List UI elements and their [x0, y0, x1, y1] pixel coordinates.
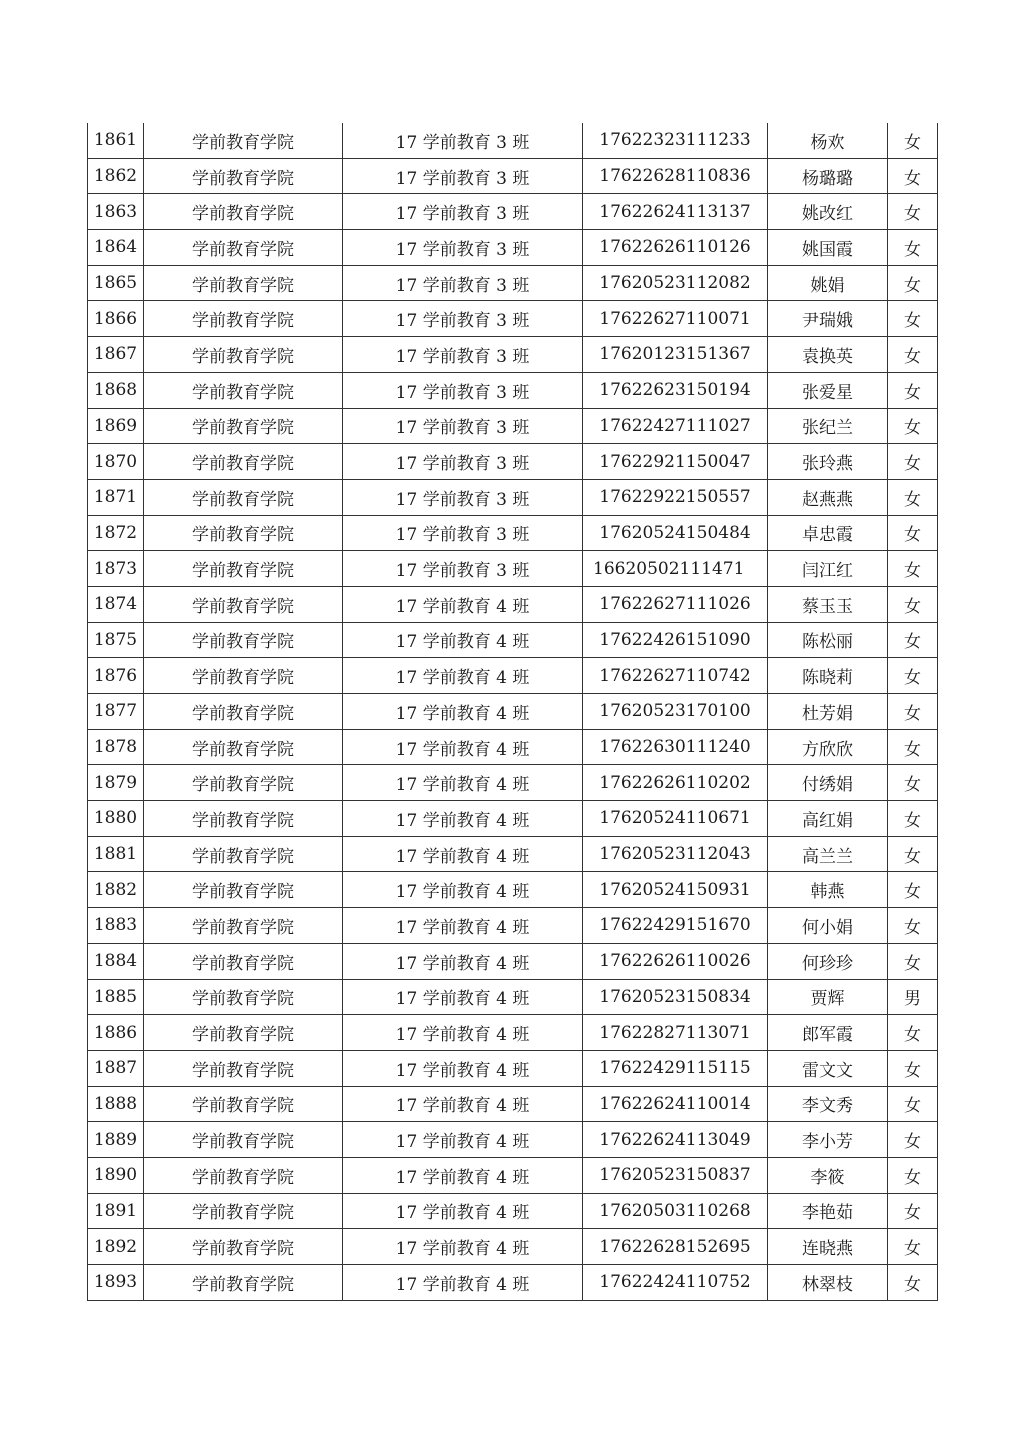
class-cell: 17 学前教育 4 班 [343, 1265, 583, 1301]
table-row [88, 1015, 938, 1051]
student-name-cell: 韩燕 [768, 872, 888, 908]
student-id-cell: 17622627110742 [583, 658, 768, 694]
row-number-cell: 1886 [88, 1015, 144, 1051]
student-name-cell: 高红娟 [768, 801, 888, 837]
row-number-cell: 1865 [88, 265, 144, 301]
row-number-cell: 1862 [88, 158, 144, 194]
student-id-cell: 17622922150557 [583, 479, 768, 515]
student-id-cell: 17622628110836 [583, 158, 768, 194]
table-row [88, 265, 938, 301]
row-number-cell: 1884 [88, 943, 144, 979]
table-row [88, 230, 938, 266]
gender-cell: 女 [888, 194, 938, 230]
row-number-cell: 1866 [88, 301, 144, 337]
college-cell: 学前教育学院 [144, 872, 343, 908]
student-id-cell: 17622424110752 [583, 1265, 768, 1301]
college-cell: 学前教育学院 [144, 158, 343, 194]
student-id-cell: 17622623150194 [583, 372, 768, 408]
class-cell: 17 学前教育 4 班 [343, 1050, 583, 1086]
student-name-cell: 方欣欣 [768, 729, 888, 765]
row-number-cell: 1861 [88, 123, 144, 158]
table-row [88, 1193, 938, 1229]
row-number-cell: 1878 [88, 729, 144, 765]
table-row [88, 194, 938, 230]
gender-cell: 女 [888, 1122, 938, 1158]
student-name-cell: 李小芳 [768, 1122, 888, 1158]
gender-cell: 女 [888, 1086, 938, 1122]
gender-cell: 女 [888, 337, 938, 373]
college-cell: 学前教育学院 [144, 194, 343, 230]
table-row [88, 765, 938, 801]
student-id-cell: 17622626110126 [583, 230, 768, 266]
class-cell: 17 学前教育 3 班 [343, 551, 583, 587]
gender-cell: 女 [888, 1050, 938, 1086]
row-number-cell: 1885 [88, 979, 144, 1015]
student-name-cell: 杜芳娟 [768, 694, 888, 730]
college-cell: 学前教育学院 [144, 836, 343, 872]
table-row [88, 1265, 938, 1301]
student-name-cell: 蔡玉玉 [768, 586, 888, 622]
class-cell: 17 学前教育 4 班 [343, 1086, 583, 1122]
row-number-cell: 1880 [88, 801, 144, 837]
student-id-cell: 17622429115115 [583, 1050, 768, 1086]
class-cell: 17 学前教育 4 班 [343, 943, 583, 979]
table-row [88, 123, 938, 158]
student-name-cell: 李艳茹 [768, 1193, 888, 1229]
student-name-cell: 何珍珍 [768, 943, 888, 979]
college-cell: 学前教育学院 [144, 658, 343, 694]
row-number-cell: 1879 [88, 765, 144, 801]
student-id-cell: 17622626110026 [583, 943, 768, 979]
table-row [88, 622, 938, 658]
row-number-cell: 1872 [88, 515, 144, 551]
college-cell: 学前教育学院 [144, 337, 343, 373]
row-number-cell: 1891 [88, 1193, 144, 1229]
student-name-cell: 付绣娟 [768, 765, 888, 801]
row-number-cell: 1889 [88, 1122, 144, 1158]
table-row [88, 158, 938, 194]
student-id-cell: 17622624113049 [583, 1122, 768, 1158]
student-name-cell: 贾辉 [768, 979, 888, 1015]
gender-cell: 女 [888, 1265, 938, 1301]
student-name-cell: 姚国霞 [768, 230, 888, 266]
row-number-cell: 1883 [88, 908, 144, 944]
college-cell: 学前教育学院 [144, 908, 343, 944]
row-number-cell: 1887 [88, 1050, 144, 1086]
table-row [88, 444, 938, 480]
gender-cell: 女 [888, 515, 938, 551]
roster-body [88, 123, 938, 1300]
gender-cell: 女 [888, 123, 938, 158]
class-cell: 17 学前教育 3 班 [343, 158, 583, 194]
table-row [88, 586, 938, 622]
college-cell: 学前教育学院 [144, 1193, 343, 1229]
gender-cell: 女 [888, 372, 938, 408]
class-cell: 17 学前教育 3 班 [343, 301, 583, 337]
gender-cell: 女 [888, 658, 938, 694]
college-cell: 学前教育学院 [144, 1157, 343, 1193]
row-number-cell: 1873 [88, 551, 144, 587]
table-row [88, 1050, 938, 1086]
college-cell: 学前教育学院 [144, 479, 343, 515]
class-cell: 17 学前教育 4 班 [343, 979, 583, 1015]
student-id-cell: 17622627110071 [583, 301, 768, 337]
student-name-cell: 林翠枝 [768, 1265, 888, 1301]
student-name-cell: 郎军霞 [768, 1015, 888, 1051]
college-cell: 学前教育学院 [144, 1015, 343, 1051]
student-name-cell: 李筱 [768, 1157, 888, 1193]
college-cell: 学前教育学院 [144, 372, 343, 408]
class-cell: 17 学前教育 4 班 [343, 1229, 583, 1265]
row-number-cell: 1864 [88, 230, 144, 266]
class-cell: 17 学前教育 4 班 [343, 622, 583, 658]
table-row [88, 908, 938, 944]
table-row [88, 872, 938, 908]
student-id-cell: 17620524150931 [583, 872, 768, 908]
college-cell: 学前教育学院 [144, 765, 343, 801]
gender-cell: 女 [888, 408, 938, 444]
row-number-cell: 1881 [88, 836, 144, 872]
student-name-cell: 杨璐璐 [768, 158, 888, 194]
class-cell: 17 学前教育 3 班 [343, 230, 583, 266]
class-cell: 17 学前教育 4 班 [343, 1015, 583, 1051]
table-row [88, 1086, 938, 1122]
row-number-cell: 1876 [88, 658, 144, 694]
college-cell: 学前教育学院 [144, 551, 343, 587]
student-name-cell: 李文秀 [768, 1086, 888, 1122]
college-cell: 学前教育学院 [144, 801, 343, 837]
student-name-cell: 袁换英 [768, 337, 888, 373]
table-row [88, 301, 938, 337]
student-id-cell: 17622630111240 [583, 729, 768, 765]
gender-cell: 女 [888, 230, 938, 266]
gender-cell: 女 [888, 265, 938, 301]
student-id-cell: 17622426151090 [583, 622, 768, 658]
table-row [88, 372, 938, 408]
class-cell: 17 学前教育 3 班 [343, 123, 583, 158]
class-cell: 17 学前教育 4 班 [343, 658, 583, 694]
table-row [88, 1229, 938, 1265]
gender-cell: 男 [888, 979, 938, 1015]
college-cell: 学前教育学院 [144, 230, 343, 266]
student-name-cell: 高兰兰 [768, 836, 888, 872]
gender-cell: 女 [888, 729, 938, 765]
class-cell: 17 学前教育 3 班 [343, 444, 583, 480]
student-name-cell: 赵燕燕 [768, 479, 888, 515]
gender-cell: 女 [888, 836, 938, 872]
class-cell: 17 学前教育 4 班 [343, 872, 583, 908]
student-id-cell: 17622624110014 [583, 1086, 768, 1122]
class-cell: 17 学前教育 3 班 [343, 337, 583, 373]
college-cell: 学前教育学院 [144, 943, 343, 979]
student-id-cell: 17622627111026 [583, 586, 768, 622]
class-cell: 17 学前教育 4 班 [343, 1122, 583, 1158]
student-id-cell: 17620523150837 [583, 1157, 768, 1193]
gender-cell: 女 [888, 908, 938, 944]
student-name-cell: 闫江红 [768, 551, 888, 587]
college-cell: 学前教育学院 [144, 622, 343, 658]
college-cell: 学前教育学院 [144, 979, 343, 1015]
student-id-cell: 17620123151367 [583, 337, 768, 373]
college-cell: 学前教育学院 [144, 408, 343, 444]
gender-cell: 女 [888, 694, 938, 730]
table-row [88, 801, 938, 837]
gender-cell: 女 [888, 765, 938, 801]
gender-cell: 女 [888, 586, 938, 622]
class-cell: 17 学前教育 3 班 [343, 408, 583, 444]
class-cell: 17 学前教育 4 班 [343, 908, 583, 944]
student-name-cell: 张纪兰 [768, 408, 888, 444]
class-cell: 17 学前教育 4 班 [343, 765, 583, 801]
row-number-cell: 1888 [88, 1086, 144, 1122]
table-row [88, 1157, 938, 1193]
table-row [88, 337, 938, 373]
student-name-cell: 姚娟 [768, 265, 888, 301]
student-name-cell: 卓忠霞 [768, 515, 888, 551]
student-id-cell: 17620523112043 [583, 836, 768, 872]
student-id-cell: 17622429151670 [583, 908, 768, 944]
class-cell: 17 学前教育 4 班 [343, 729, 583, 765]
row-number-cell: 1877 [88, 694, 144, 730]
class-cell: 17 学前教育 3 班 [343, 515, 583, 551]
class-cell: 17 学前教育 3 班 [343, 265, 583, 301]
student-id-cell: 17622827113071 [583, 1015, 768, 1051]
college-cell: 学前教育学院 [144, 515, 343, 551]
table-row [88, 836, 938, 872]
college-cell: 学前教育学院 [144, 444, 343, 480]
student-name-cell: 陈晓莉 [768, 658, 888, 694]
student-id-cell: 17620524150484 [583, 515, 768, 551]
student-name-cell: 姚改红 [768, 194, 888, 230]
row-number-cell: 1868 [88, 372, 144, 408]
row-number-cell: 1867 [88, 337, 144, 373]
class-cell: 17 学前教育 3 班 [343, 372, 583, 408]
table-row [88, 515, 938, 551]
gender-cell: 女 [888, 943, 938, 979]
row-number-cell: 1882 [88, 872, 144, 908]
row-number-cell: 1871 [88, 479, 144, 515]
gender-cell: 女 [888, 1015, 938, 1051]
class-cell: 17 学前教育 3 班 [343, 479, 583, 515]
table-row [88, 694, 938, 730]
table-row [88, 1122, 938, 1158]
row-number-cell: 1893 [88, 1265, 144, 1301]
table-row [88, 658, 938, 694]
student-id-cell: 17620523170100 [583, 694, 768, 730]
class-cell: 17 学前教育 4 班 [343, 694, 583, 730]
row-number-cell: 1892 [88, 1229, 144, 1265]
row-number-cell: 1863 [88, 194, 144, 230]
college-cell: 学前教育学院 [144, 265, 343, 301]
row-number-cell: 1874 [88, 586, 144, 622]
table-row [88, 943, 938, 979]
student-id-cell: 17622624113137 [583, 194, 768, 230]
student-id-cell: 17622427111027 [583, 408, 768, 444]
gender-cell: 女 [888, 158, 938, 194]
college-cell: 学前教育学院 [144, 1086, 343, 1122]
class-cell: 17 学前教育 4 班 [343, 1193, 583, 1229]
college-cell: 学前教育学院 [144, 1122, 343, 1158]
college-cell: 学前教育学院 [144, 694, 343, 730]
student-name-cell: 陈松丽 [768, 622, 888, 658]
student-id-cell: 17620523112082 [583, 265, 768, 301]
gender-cell: 女 [888, 1157, 938, 1193]
college-cell: 学前教育学院 [144, 1050, 343, 1086]
table-row [88, 408, 938, 444]
student-name-cell: 杨欢 [768, 123, 888, 158]
class-cell: 17 学前教育 4 班 [343, 586, 583, 622]
table-row [88, 551, 938, 587]
student-name-cell: 何小娟 [768, 908, 888, 944]
class-cell: 17 学前教育 4 班 [343, 801, 583, 837]
gender-cell: 女 [888, 301, 938, 337]
student-id-cell: 16620502111471 [583, 551, 768, 587]
class-cell: 17 学前教育 4 班 [343, 1157, 583, 1193]
table-row [88, 479, 938, 515]
class-cell: 17 学前教育 3 班 [343, 194, 583, 230]
college-cell: 学前教育学院 [144, 123, 343, 158]
college-cell: 学前教育学院 [144, 1229, 343, 1265]
college-cell: 学前教育学院 [144, 1265, 343, 1301]
student-name-cell: 连晓燕 [768, 1229, 888, 1265]
student-id-cell: 17620524110671 [583, 801, 768, 837]
row-number-cell: 1890 [88, 1157, 144, 1193]
row-number-cell: 1869 [88, 408, 144, 444]
gender-cell: 女 [888, 622, 938, 658]
student-id-cell: 17622626110202 [583, 765, 768, 801]
table-row [88, 729, 938, 765]
student-roster-table [87, 123, 938, 1301]
student-id-cell: 17622628152695 [583, 1229, 768, 1265]
student-name-cell: 雷文文 [768, 1050, 888, 1086]
gender-cell: 女 [888, 801, 938, 837]
row-number-cell: 1870 [88, 444, 144, 480]
student-id-cell: 17622323111233 [583, 123, 768, 158]
gender-cell: 女 [888, 479, 938, 515]
student-name-cell: 张爱星 [768, 372, 888, 408]
gender-cell: 女 [888, 872, 938, 908]
student-name-cell: 张玲燕 [768, 444, 888, 480]
table-row [88, 979, 938, 1015]
college-cell: 学前教育学院 [144, 586, 343, 622]
student-id-cell: 17622921150047 [583, 444, 768, 480]
student-id-cell: 17620503110268 [583, 1193, 768, 1229]
college-cell: 学前教育学院 [144, 729, 343, 765]
college-cell: 学前教育学院 [144, 301, 343, 337]
gender-cell: 女 [888, 1193, 938, 1229]
gender-cell: 女 [888, 1229, 938, 1265]
gender-cell: 女 [888, 444, 938, 480]
student-id-cell: 17620523150834 [583, 979, 768, 1015]
row-number-cell: 1875 [88, 622, 144, 658]
student-name-cell: 尹瑞娥 [768, 301, 888, 337]
gender-cell: 女 [888, 551, 938, 587]
class-cell: 17 学前教育 4 班 [343, 836, 583, 872]
